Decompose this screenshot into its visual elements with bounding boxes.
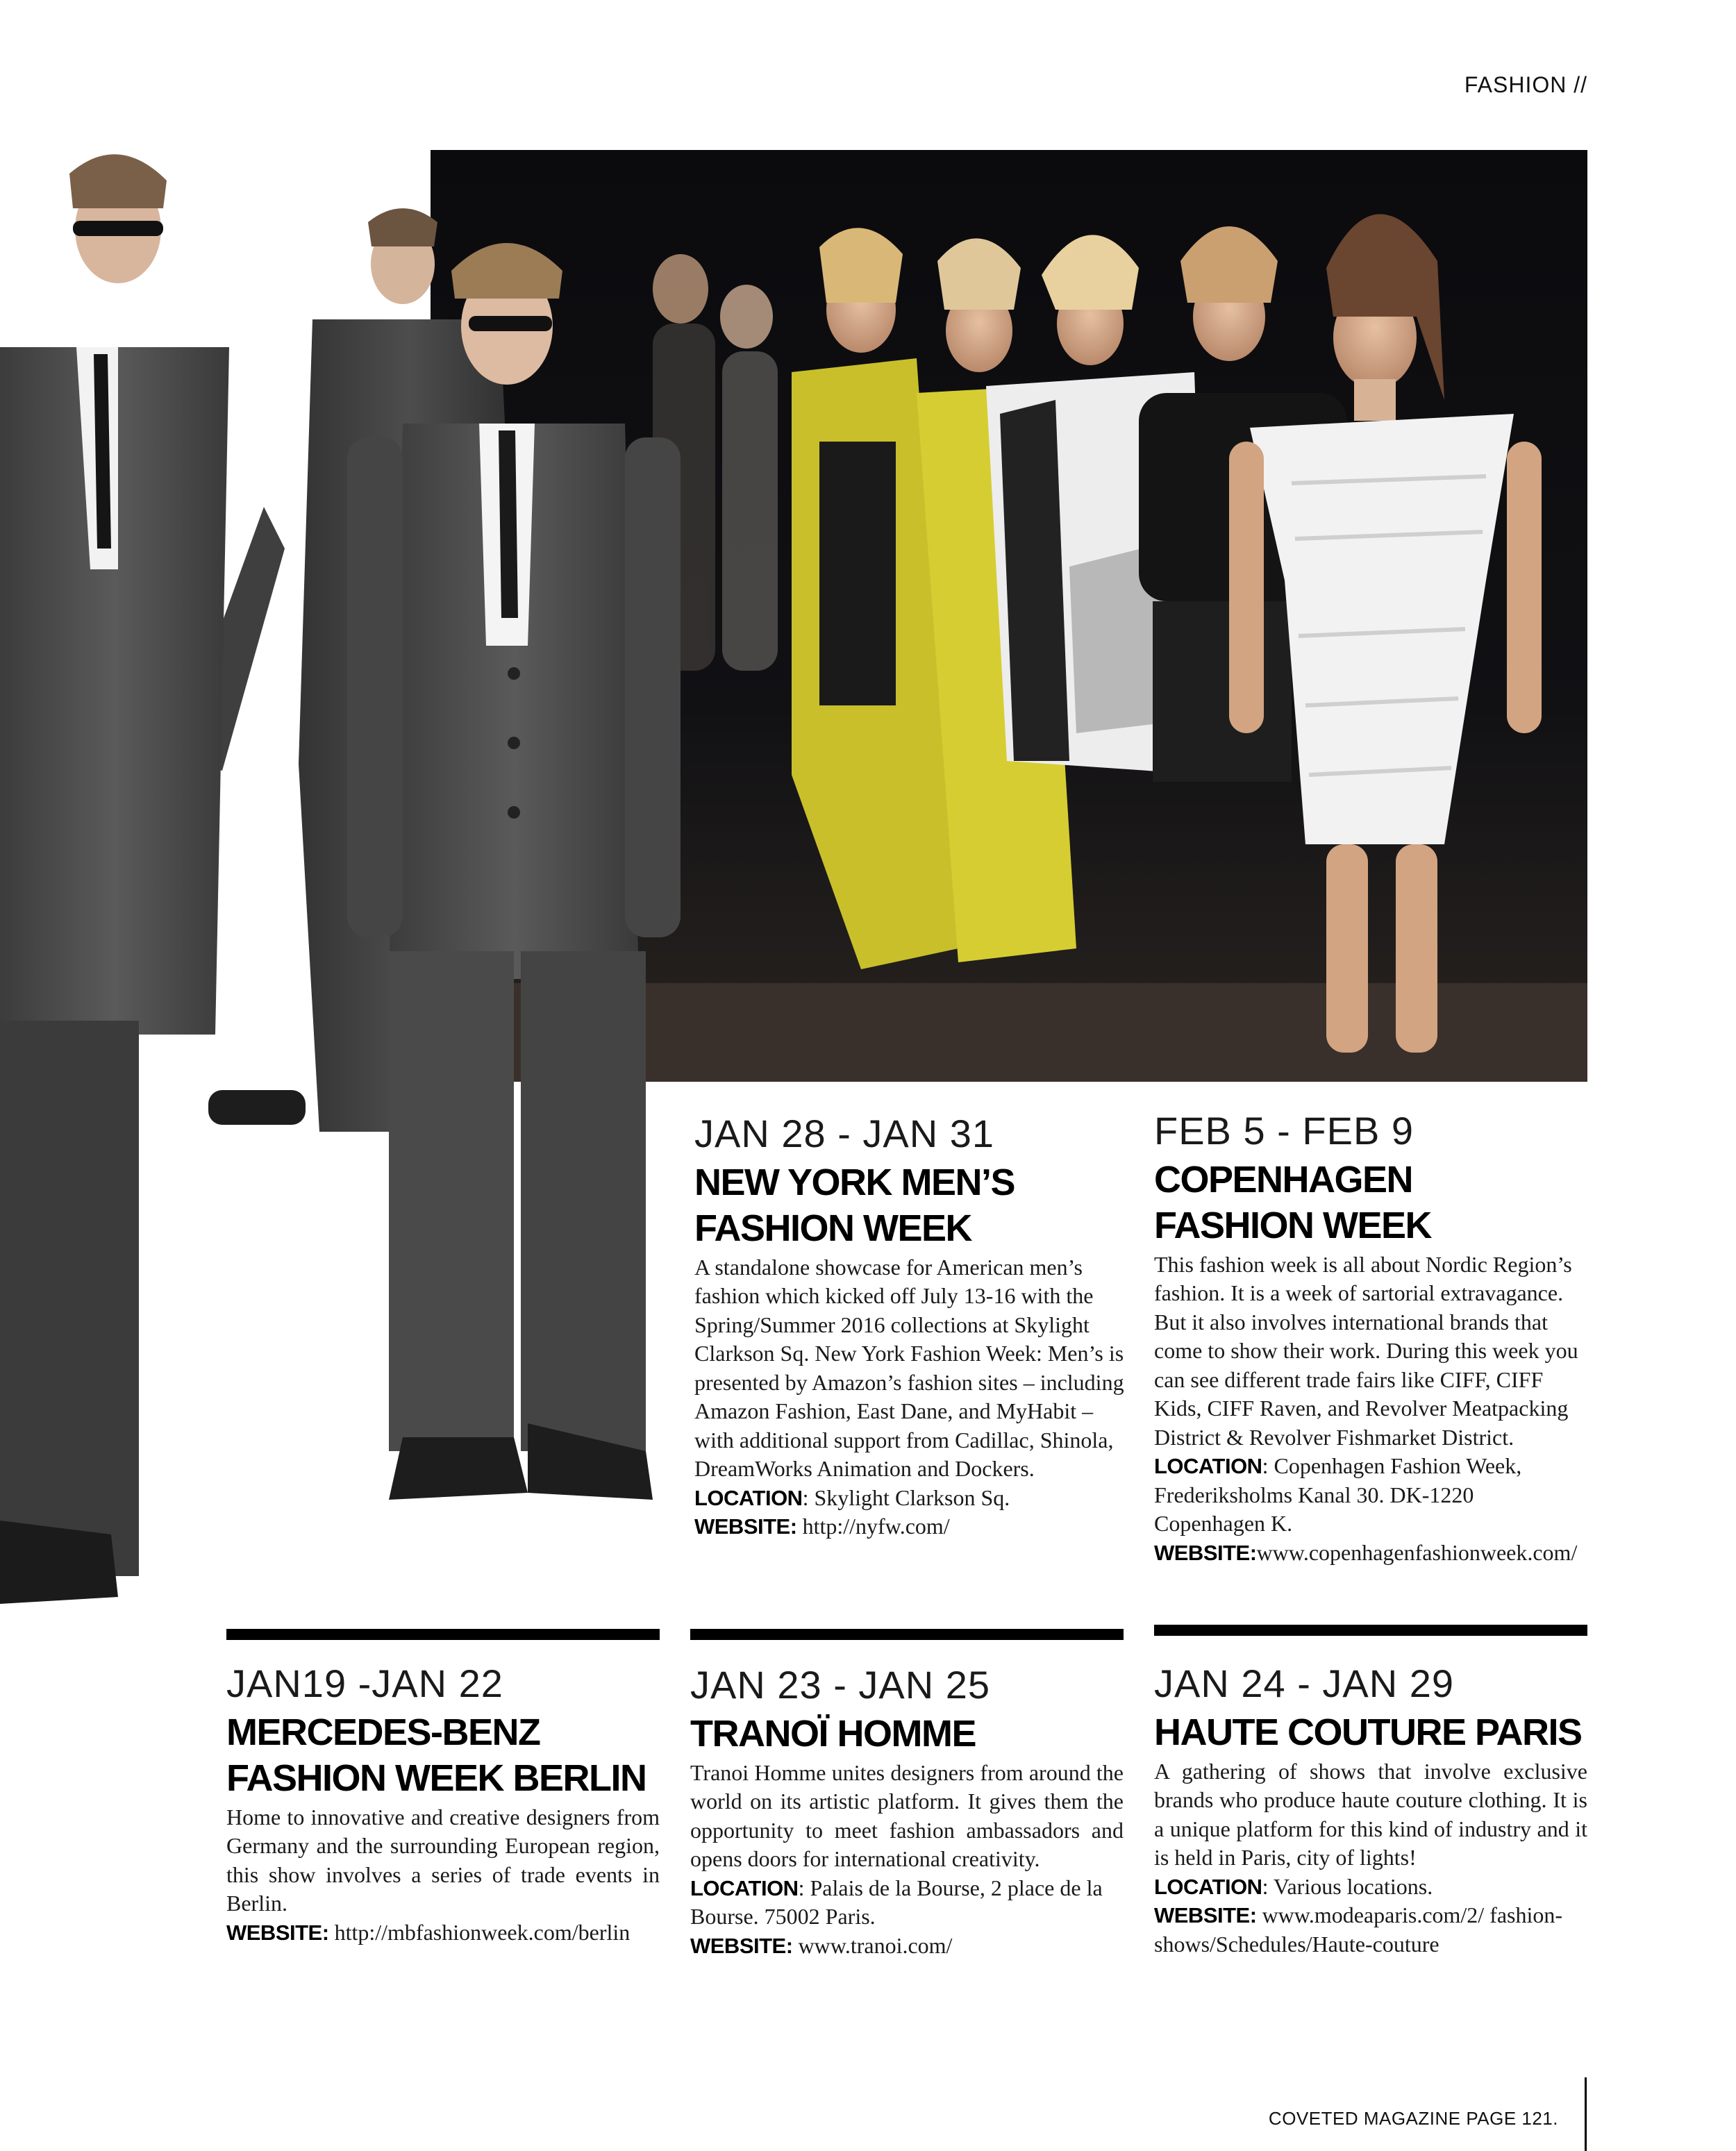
footer-rule — [1585, 2077, 1587, 2151]
article-website — [226, 1918, 660, 1948]
location-value: : Skylight Clarkson Sq. — [802, 1484, 1010, 1510]
divider-rule — [1154, 1625, 1587, 1636]
article-website — [690, 1932, 1124, 1961]
article-title-line: NEW YORK MEN’S — [694, 1162, 1015, 1203]
article-date: FEB 5 - FEB 9 — [1154, 1109, 1414, 1153]
article-title-line: FASHION WEEK — [1154, 1204, 1432, 1246]
location-value: : Copenhagen Fashion Week, Frederiksholms Kanal 30. DK-1220 Copenhagen K. — [1154, 1453, 1522, 1537]
article-body: A gathering of shows that involve exclusive brands who produce haute couture clothing. It is a unique platform for this kind of industry and it is held in Paris, city of lights! — [1154, 1758, 1587, 1870]
website-link[interactable]: www.copenhagenfashionweek.com/ — [1256, 1539, 1578, 1565]
article-date: JAN19 -JAN 22 — [226, 1662, 503, 1705]
location-value: : Palais de la Bourse, 2 place de la Bourse. 75002 Paris. — [690, 1875, 1103, 1930]
article-title — [690, 1711, 1124, 1757]
article-tranoi-homme — [690, 1662, 1124, 1960]
website-label: WEBSITE: — [694, 1514, 797, 1539]
article-title-line: TRANOÏ HOMME — [690, 1713, 976, 1755]
website-label: WEBSITE: — [1154, 1540, 1257, 1565]
website-link[interactable]: http://nyfw.com/ — [796, 1514, 950, 1539]
article-body: A standalone showcase for American men’s fashion which kicked off July 13-16 with the Spring/Summer 2016 collections at Skylight Clarkson Sq. New York Fashion Week: Men’s is presented by Amazon’s fashion sites – including Amazon Fashion, East Dane, and MyHabit – with additional support from Cadillac, Shinola, DreamWorks Animation and Dockers. — [694, 1254, 1124, 1482]
article-haute-couture-paris — [1154, 1661, 1587, 1959]
divider-rule — [226, 1629, 660, 1640]
menswear-photo — [0, 118, 694, 1639]
article-date: JAN 24 - JAN 29 — [1154, 1662, 1455, 1705]
website-link[interactable]: www.tranoi.com/ — [792, 1932, 953, 1958]
article-title — [694, 1160, 1125, 1252]
article-website — [694, 1512, 1125, 1541]
article-title — [1154, 1157, 1587, 1249]
article-website — [1154, 1901, 1587, 1959]
location-label: LOCATION — [1154, 1874, 1262, 1899]
article-title — [1154, 1710, 1587, 1756]
location-label: LOCATION — [690, 1875, 799, 1900]
article-body: Home to innovative and creative designers from Germany and the surrounding European region, this show involves a series of trade events in Berlin. — [226, 1804, 660, 1916]
location-label: LOCATION — [1154, 1454, 1262, 1479]
website-link[interactable]: http://mbfashionweek.com/berlin — [328, 1919, 631, 1945]
article-berlin — [226, 1661, 660, 1947]
website-label: WEBSITE: — [226, 1920, 329, 1945]
location-value: : Various locations. — [1262, 1873, 1433, 1899]
article-title — [226, 1710, 660, 1802]
article-location — [690, 1874, 1124, 1932]
article-location — [694, 1484, 1125, 1513]
page-footer: COVETED MAGAZINE PAGE 121. — [1268, 2108, 1558, 2129]
location-label: LOCATION — [694, 1485, 803, 1510]
article-date: JAN 28 - JAN 31 — [694, 1112, 995, 1155]
article-body: This fashion week is all about Nordic Region’s fashion. It is a week of sartorial extravagance. But it also involves international brands that come to show their work. During this week you can see different trade fairs like CIFF, CIFF Kids, CIFF Raven, and Revolver Meatpacking District & Revolver Fishmarket District. — [1154, 1251, 1578, 1450]
article-title-line: FASHION WEEK BERLIN — [226, 1757, 646, 1799]
article-title-line: HAUTE COUTURE PARIS — [1154, 1711, 1582, 1753]
website-label: WEBSITE: — [690, 1933, 793, 1958]
website-link[interactable]: www.modeaparis.com/2/ fashion-shows/Schedules/Haute-couture — [1154, 1902, 1563, 1957]
article-date: JAN 23 - JAN 25 — [690, 1663, 991, 1707]
website-label: WEBSITE: — [1154, 1903, 1257, 1928]
article-location — [1154, 1452, 1587, 1539]
article-title-line: COPENHAGEN — [1154, 1159, 1413, 1200]
article-location — [1154, 1873, 1587, 1902]
menswear-photo-illustration — [0, 118, 694, 1639]
article-copenhagen — [1154, 1108, 1587, 1567]
section-tag: FASHION // — [1464, 72, 1587, 97]
article-new-york — [694, 1111, 1125, 1541]
article-title-line: MERCEDES-BENZ — [226, 1711, 540, 1753]
article-title-line: FASHION WEEK — [694, 1207, 972, 1249]
divider-rule — [690, 1629, 1124, 1640]
article-body: Tranoi Homme unites designers from around the world on its artistic platform. It gives them the opportunity to meet fashion ambassadors and opens doors for international creativity. — [690, 1759, 1124, 1872]
article-website — [1154, 1539, 1587, 1568]
